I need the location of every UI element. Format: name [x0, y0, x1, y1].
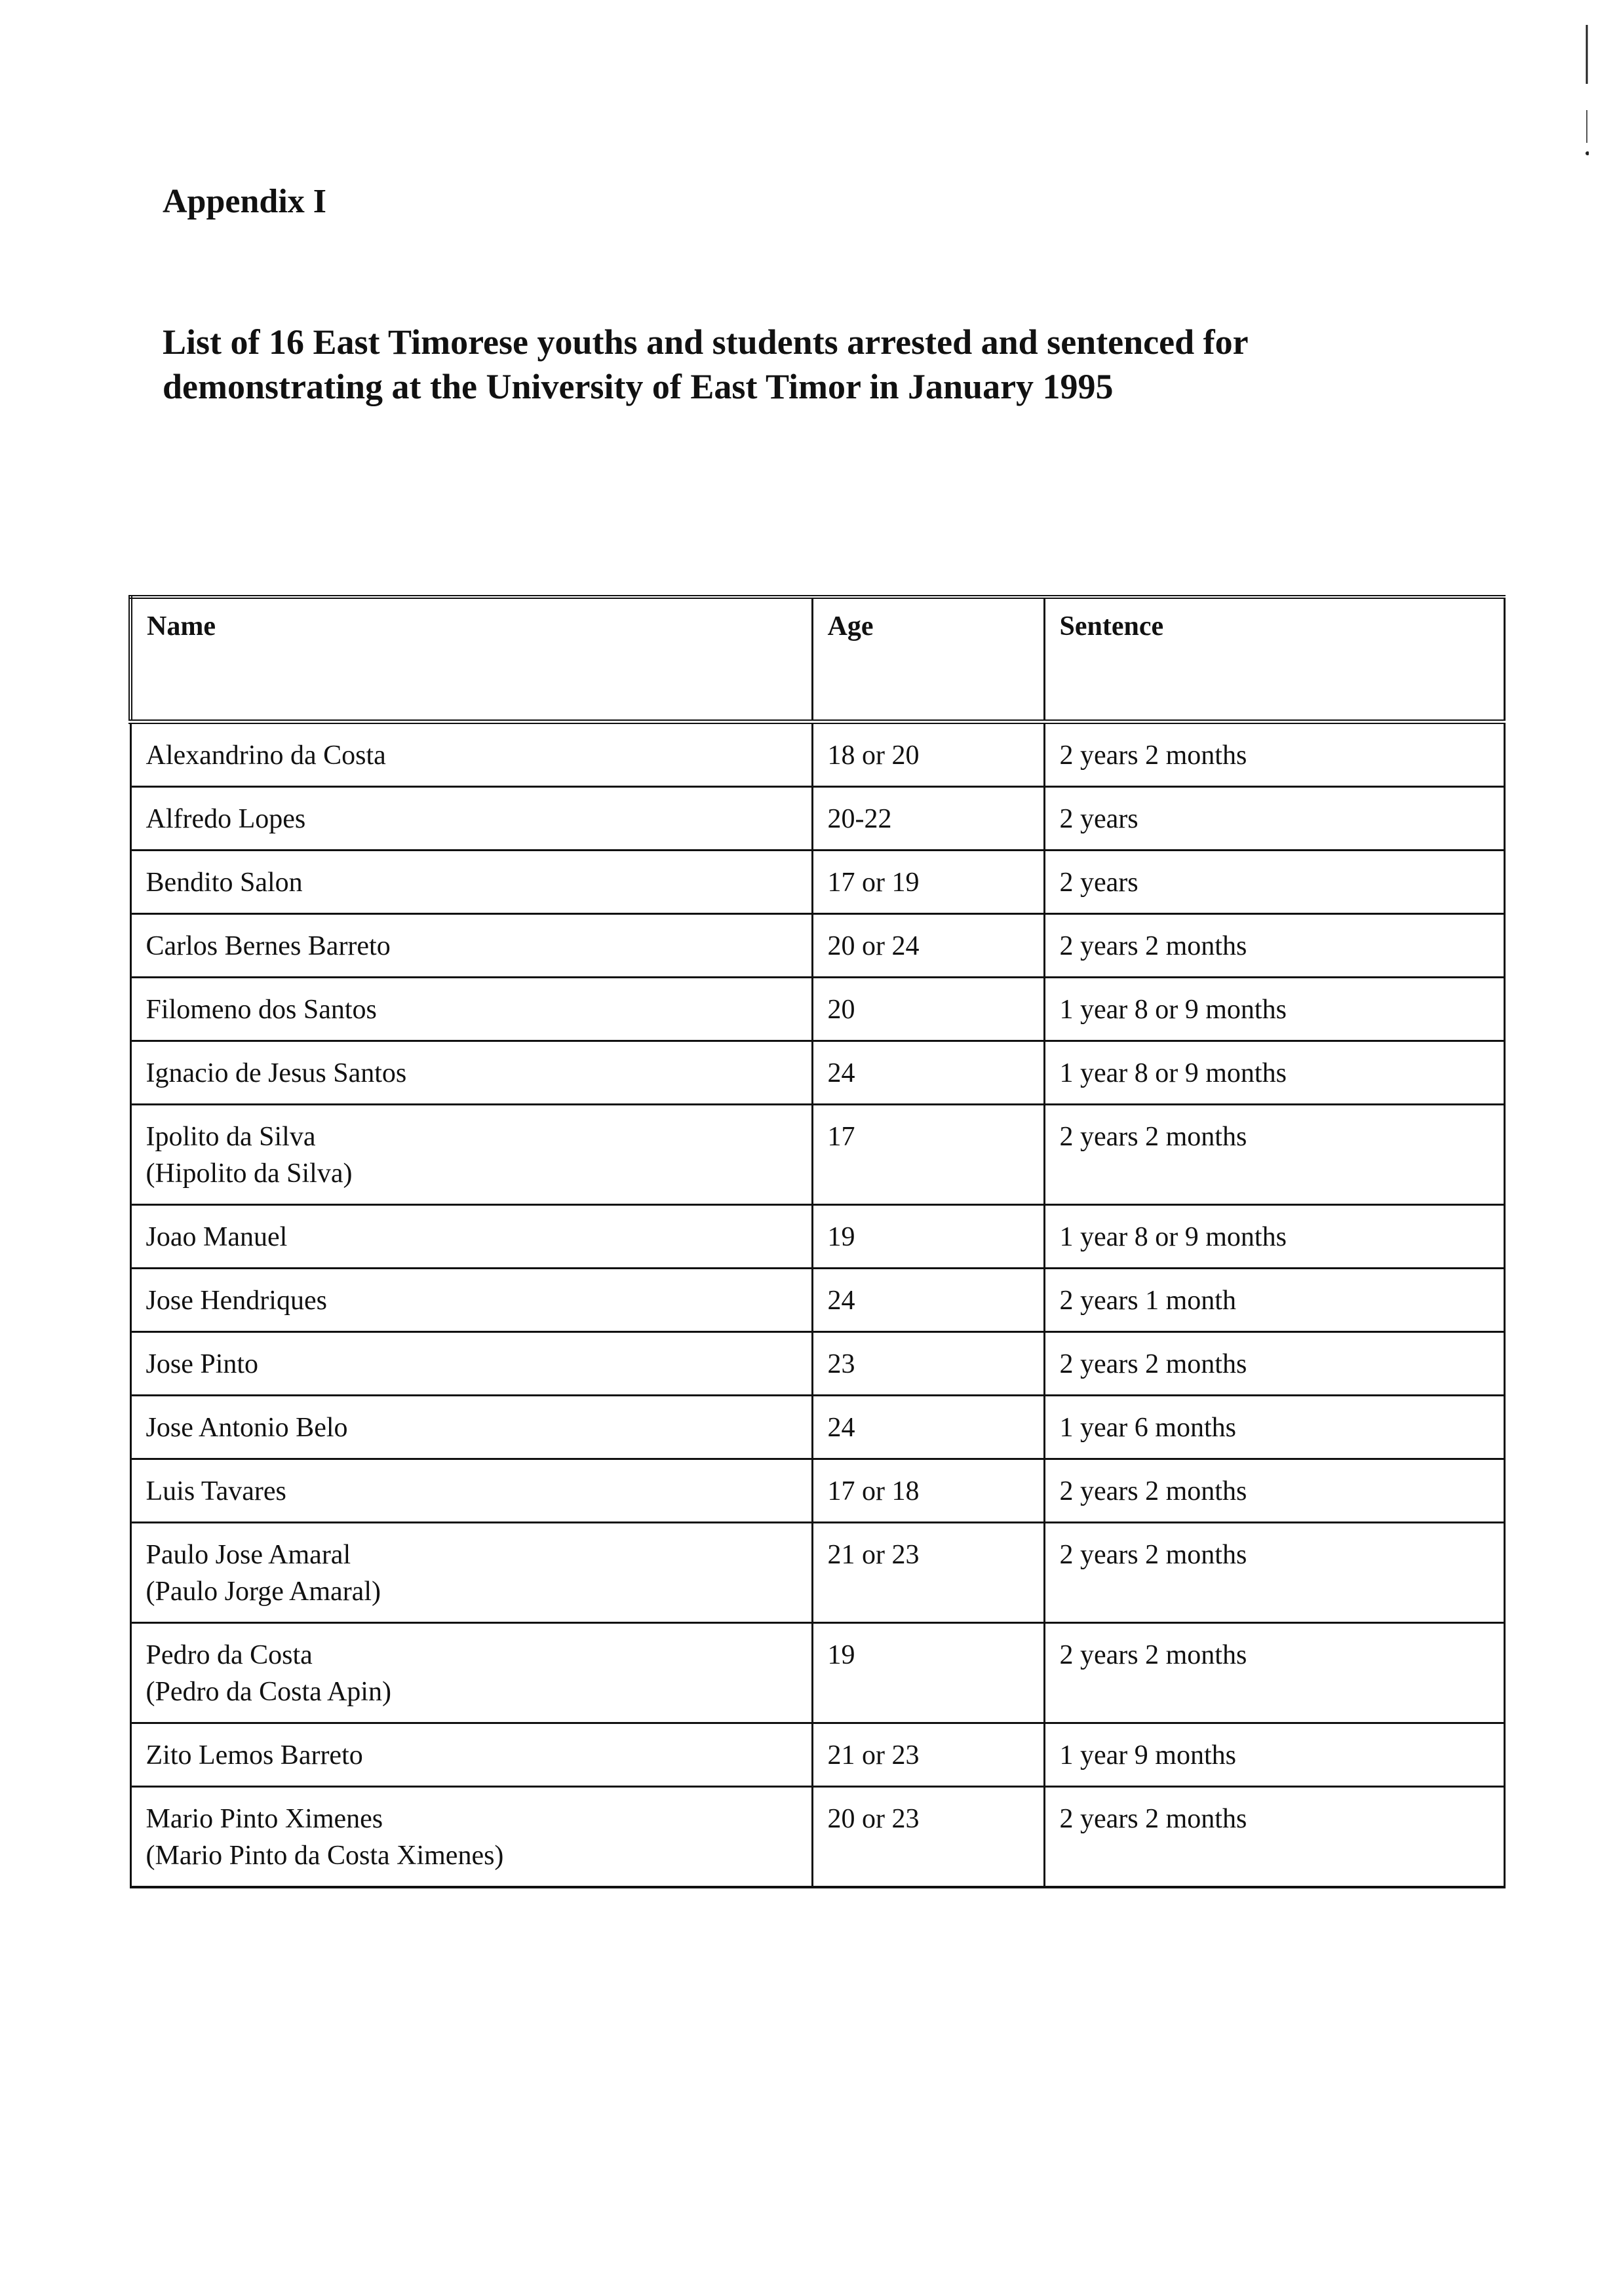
cell-sentence: 1 year 8 or 9 months: [1044, 1205, 1504, 1269]
cell-sentence: 2 years 2 months: [1044, 1459, 1504, 1523]
cell-name: [130, 1523, 812, 1623]
cell-name: [130, 914, 812, 978]
person-name: Joao Manuel: [146, 1222, 288, 1252]
cell-age: 18 or 20: [812, 722, 1044, 787]
table-row: [130, 1205, 1504, 1269]
person-name: Alfredo Lopes: [146, 804, 306, 834]
cell-sentence: 2 years 2 months: [1044, 914, 1504, 978]
column-header-sentence: Sentence: [1044, 597, 1504, 722]
document-title: List of 16 East Timorese youths and students arrested and sentenced for demonstrating at the University of East Timor in January 1995: [163, 322, 1248, 406]
cell-name: [130, 978, 812, 1041]
cell-age: 19: [812, 1205, 1044, 1269]
table-row: [130, 1332, 1504, 1396]
person-name: Ignacio de Jesus Santos: [146, 1058, 407, 1088]
cell-sentence: 2 years 2 months: [1044, 722, 1504, 787]
person-name: Pedro da Costa: [146, 1640, 313, 1670]
cell-name: [130, 1041, 812, 1105]
person-name: Mario Pinto Ximenes: [146, 1804, 383, 1834]
cell-name: [130, 1623, 812, 1723]
table-row: [130, 1041, 1504, 1105]
table-row: [130, 1623, 1504, 1723]
table-row: [130, 1459, 1504, 1523]
person-name: Ipolito da Silva: [146, 1122, 316, 1152]
cell-age: 20 or 23: [812, 1787, 1044, 1888]
cell-sentence: 2 years: [1044, 851, 1504, 914]
table-row: [130, 722, 1504, 787]
cell-sentence: 2 years: [1044, 787, 1504, 851]
cell-name: [130, 722, 812, 787]
cell-name: [130, 851, 812, 914]
person-name: Carlos Bernes Barreto: [146, 931, 391, 961]
cell-age: 20 or 24: [812, 914, 1044, 978]
person-alias: (Paulo Jorge Amaral): [146, 1577, 381, 1607]
cell-name: [130, 1459, 812, 1523]
cell-name: [130, 1269, 812, 1332]
table-row: [130, 1105, 1504, 1205]
table-row: [130, 1723, 1504, 1787]
cell-age: 21 or 23: [812, 1523, 1044, 1623]
cell-age: 19: [812, 1623, 1044, 1723]
cell-sentence: 1 year 8 or 9 months: [1044, 978, 1504, 1041]
table-row: [130, 1523, 1504, 1623]
cell-sentence: 2 years 2 months: [1044, 1523, 1504, 1623]
person-name: Zito Lemos Barreto: [146, 1740, 363, 1770]
person-name: Jose Pinto: [146, 1349, 259, 1379]
cell-sentence: 1 year 6 months: [1044, 1396, 1504, 1459]
cell-name: [130, 1396, 812, 1459]
column-header-name: Name: [130, 597, 812, 722]
person-name: Alexandrino da Costa: [146, 740, 386, 771]
cell-age: 24: [812, 1396, 1044, 1459]
cell-age: 24: [812, 1041, 1044, 1105]
cell-age: 17 or 19: [812, 851, 1044, 914]
sentences-table: [128, 595, 1506, 1888]
cell-age: 23: [812, 1332, 1044, 1396]
person-alias: (Mario Pinto da Costa Ximenes): [146, 1841, 504, 1871]
cell-sentence: 1 year 9 months: [1044, 1723, 1504, 1787]
person-name: Luis Tavares: [146, 1476, 286, 1506]
person-alias: (Pedro da Costa Apin): [146, 1677, 391, 1707]
cell-name: [130, 1105, 812, 1205]
sentences-table-container: [128, 595, 1502, 1888]
cell-sentence: 2 years 2 months: [1044, 1623, 1504, 1723]
person-name: Jose Hendriques: [146, 1286, 327, 1316]
cell-age: 20-22: [812, 787, 1044, 851]
margin-scribble-mark: [1585, 25, 1589, 156]
table-row: [130, 787, 1504, 851]
cell-name: [130, 787, 812, 851]
column-header-age: Age: [812, 597, 1044, 722]
table-row: [130, 1787, 1504, 1888]
cell-name: [130, 1205, 812, 1269]
cell-sentence: 2 years 2 months: [1044, 1105, 1504, 1205]
cell-sentence: 2 years 2 months: [1044, 1332, 1504, 1396]
cell-age: 21 or 23: [812, 1723, 1044, 1787]
cell-age: 17: [812, 1105, 1044, 1205]
cell-name: [130, 1723, 812, 1787]
table-header-row: [130, 597, 1504, 722]
table-header: [130, 597, 1504, 722]
table-body: [130, 722, 1504, 1888]
table-row: [130, 978, 1504, 1041]
table-row: [130, 1396, 1504, 1459]
person-name: Bendito Salon: [146, 868, 303, 898]
person-name: Jose Antonio Belo: [146, 1413, 348, 1443]
table-row: [130, 914, 1504, 978]
table-row: [130, 1269, 1504, 1332]
cell-name: [130, 1787, 812, 1888]
cell-age: 17 or 18: [812, 1459, 1044, 1523]
cell-age: 24: [812, 1269, 1044, 1332]
person-alias: (Hipolito da Silva): [146, 1158, 353, 1189]
cell-sentence: 1 year 8 or 9 months: [1044, 1041, 1504, 1105]
person-name: Paulo Jose Amaral: [146, 1540, 351, 1570]
cell-sentence: 2 years 1 month: [1044, 1269, 1504, 1332]
cell-sentence: 2 years 2 months: [1044, 1787, 1504, 1888]
appendix-heading: Appendix I: [163, 183, 326, 220]
cell-name: [130, 1332, 812, 1396]
person-name: Filomeno dos Santos: [146, 995, 377, 1025]
cell-age: 20: [812, 978, 1044, 1041]
table-row: [130, 851, 1504, 914]
